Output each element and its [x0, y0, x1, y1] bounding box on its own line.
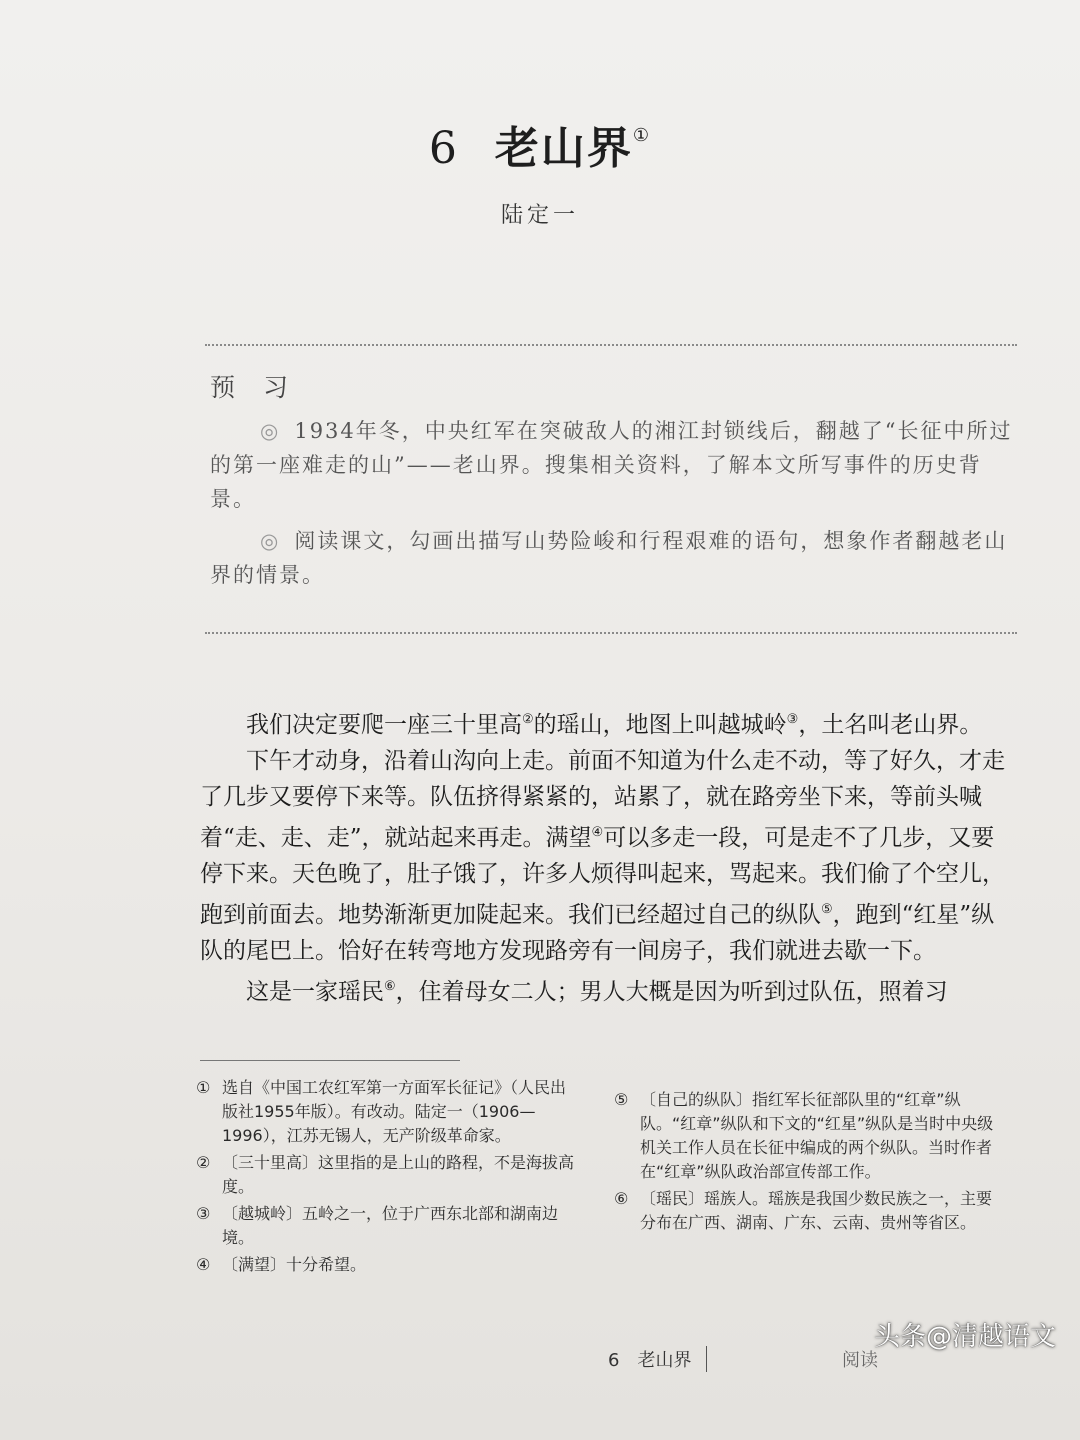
title-footnote-mark: ①	[632, 125, 652, 146]
text-run: 下午才动身，沿着山沟向上走。前面不知道为什么走不动，等了好久，才走了几步又要停下来等。队伍挤得紧紧的，站累了，就在路旁坐下来，等前头喊着“走、走、走”，就站起来再走。满望	[200, 748, 1005, 851]
footnote-text: 〔自己的纵队〕指红军长征部队里的“红章”纵队。“红章”纵队和下文的“红星”纵队是当时中央级机关工作人员在长征中编成的两个纵队。当时作者在“红章”纵队政治部宣传部工作。	[640, 1090, 994, 1181]
text-run: 这是一家瑶民	[246, 979, 384, 1005]
footnote	[196, 1202, 576, 1250]
source-watermark: 头条@清越语文	[873, 1322, 1056, 1352]
footnote-ref: ⑤	[821, 902, 833, 917]
text-run: ，跑到“红星”纵队的尾巴上。恰好在转弯地方发现路旁有一间房子，我们就进去歇一下。	[200, 902, 995, 964]
footnote-number: ②	[196, 1153, 211, 1172]
footnote	[196, 1151, 576, 1199]
footnote-number: ⑤	[614, 1090, 629, 1109]
text-run: ，土名叫老山界。	[798, 712, 983, 738]
preview-item	[210, 524, 1015, 592]
footnote-number: ④	[196, 1255, 211, 1274]
footnotes-right	[614, 1088, 1004, 1238]
lesson-title-text: 老山界	[494, 123, 633, 174]
preview-heading: 预 习	[210, 373, 298, 402]
preview-item-text: 1934年冬，中央红军在突破敌人的湘江封锁线后，翻越了“长征中所过的第一座难走的山”——老山界。搜集相关资料，了解本文所写事件的历史背景。	[210, 419, 1013, 511]
bullet-circle-icon: ◎	[260, 419, 281, 443]
footnote-divider	[200, 1060, 460, 1061]
footer-chapter: 6 老山界	[608, 1350, 692, 1371]
lesson-number: 6	[428, 123, 459, 174]
footnote-ref: ④	[591, 825, 604, 840]
paragraph	[200, 743, 1008, 969]
text-run: 可以多走一段，可是走不了几步，又要停下来。天色晚了，肚子饿了，许多人烦得叫起来，骂起来。我们偷了个空儿，跑到前面去。地势渐渐更加陡起来。我们已经超过自己的纵队	[200, 825, 1005, 928]
author-name: 陆定一	[500, 203, 579, 228]
footnote	[614, 1187, 1004, 1235]
footnote-number: ①	[196, 1078, 211, 1097]
footnote-number: ⑥	[614, 1189, 629, 1208]
main-text	[200, 702, 1008, 1010]
text-run: 我们决定要爬一座三十里高	[246, 712, 522, 738]
footnote-ref: ②	[522, 712, 534, 727]
preview-item-text: 阅读课文，勾画出描写山势险峻和行程艰难的语句，想象作者翻越老山界的情景。	[210, 529, 1008, 587]
preview-bottom-divider	[205, 632, 1017, 634]
footer-section: 阅读	[842, 1350, 878, 1371]
footnote-text: 〔满望〕十分希望。	[222, 1255, 367, 1274]
footnote	[196, 1076, 576, 1148]
text-run: ，住着母女二人；男人大概是因为听到过队伍，照着习	[395, 979, 948, 1005]
lesson-title	[0, 112, 1080, 176]
footnote-text: 〔越城岭〕五岭之一，位于广西东北部和湖南边境。	[222, 1204, 559, 1247]
footnote-text: 〔瑶民〕瑶族人。瑶族是我国少数民族之一，主要分布在广西、湖南、广东、云南、贵州等省区。	[640, 1189, 993, 1232]
footnote-number: ③	[196, 1204, 211, 1223]
footnote-text: 选自《中国工农红军第一方面军长征记》（人民出版社1955年版）。有改动。陆定一（1906—1996），江苏无锡人，无产阶级革命家。	[222, 1078, 567, 1145]
footnote-ref: ③	[786, 712, 799, 727]
footnote-ref: ⑥	[384, 979, 396, 994]
preview-top-divider	[205, 344, 1017, 346]
bullet-circle-icon: ◎	[260, 529, 281, 553]
footnotes-left	[196, 1076, 576, 1280]
footnote	[614, 1088, 1004, 1184]
paragraph	[200, 969, 1008, 1010]
text-run: 的瑶山，地图上叫越城岭	[533, 712, 787, 738]
footnote-text: 〔三十里高〕这里指的是上山的路程，不是海拔高度。	[222, 1153, 575, 1196]
preview-item	[210, 414, 1015, 516]
footer-separator	[706, 1346, 707, 1372]
footnote	[196, 1253, 576, 1277]
paragraph	[200, 702, 1008, 743]
